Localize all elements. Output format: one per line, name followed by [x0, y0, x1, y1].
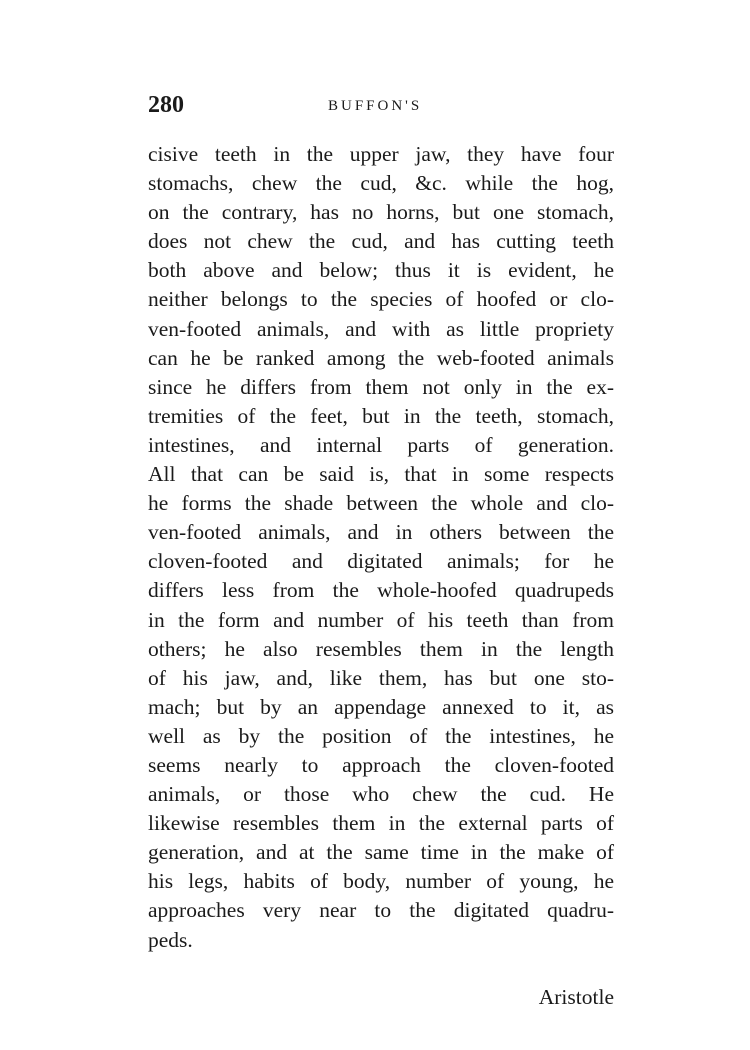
text-line: mach; but by an appendage annexed to it, as — [148, 694, 614, 719]
text-line: can he be ranked among the web-footed animals — [148, 345, 614, 370]
page-number: 280 — [148, 92, 184, 118]
text-line: does not chew the cud, and has cutting teeth — [148, 229, 614, 254]
text-line: intestines, and internal parts of generation. — [148, 432, 614, 457]
text-line: peds. — [148, 927, 193, 952]
text-line: animals, or those who chew the cud. He — [148, 782, 614, 807]
text-line: his legs, habits of body, number of young, he — [148, 869, 614, 894]
catchword: Aristotle — [538, 985, 614, 1009]
text-line: likewise resembles them in the external parts of — [148, 811, 614, 836]
text-line: All that can be said is, that in some respects — [148, 462, 614, 487]
text-line: he forms the shade between the whole and clo- — [148, 491, 614, 516]
text-line: neither belongs to the species of hoofed or clo- — [148, 287, 614, 312]
body-text — [148, 140, 614, 955]
running-head: BUFFON'S — [328, 98, 423, 114]
text-line: stomachs, chew the cud, &c. while the hog, — [148, 171, 614, 196]
text-line: differs less from the whole-hoofed quadrupeds — [148, 578, 614, 603]
text-line: on the contrary, has no horns, but one stomach, — [148, 200, 614, 225]
text-line: ven-footed animals, and with as little propriety — [148, 316, 614, 341]
text-line: cisive teeth in the upper jaw, they have four — [148, 142, 614, 166]
page-header — [148, 92, 616, 128]
text-line: of his jaw, and, like them, has but one sto- — [148, 665, 614, 690]
text-line: others; he also resembles them in the length — [148, 636, 614, 661]
text-line: since he differs from them not only in the ex- — [148, 374, 614, 399]
text-line: generation, and at the same time in the make of — [148, 840, 614, 865]
text-line: well as by the position of the intestines, he — [148, 723, 614, 748]
text-line: cloven-footed and digitated animals; for he — [148, 549, 614, 574]
text-line: in the form and number of his teeth than from — [148, 607, 614, 632]
text-line: tremities of the feet, but in the teeth, stomach, — [148, 403, 614, 428]
text-line: approaches very near to the digitated quadru- — [148, 898, 614, 923]
text-line: seems nearly to approach the cloven-footed — [148, 752, 614, 777]
text-line: ven-footed animals, and in others between the — [148, 520, 614, 545]
text-line: both above and below; thus it is evident, he — [148, 258, 614, 283]
